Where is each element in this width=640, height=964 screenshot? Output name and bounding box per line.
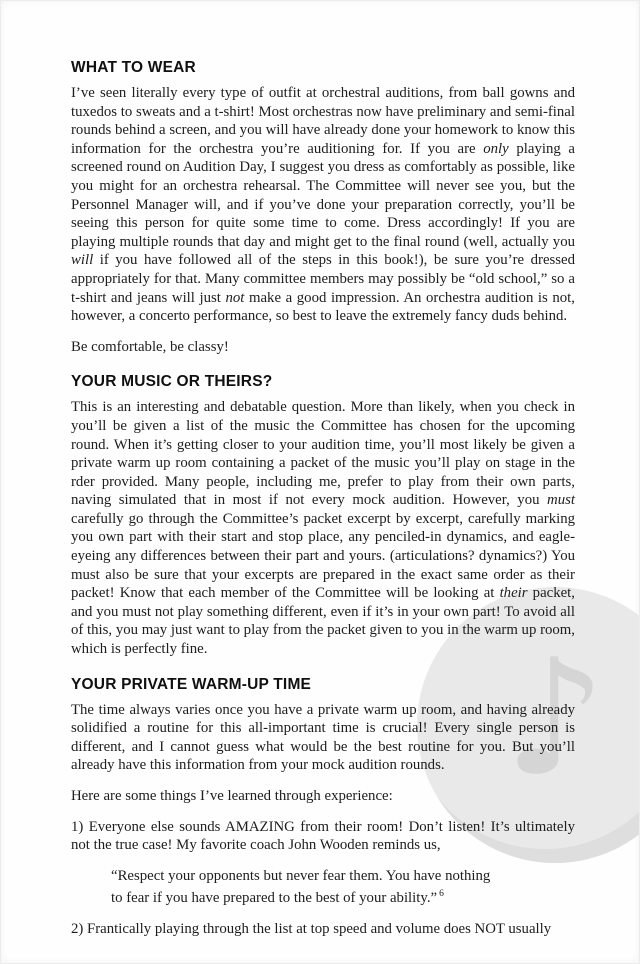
page-content <box>71 59 575 938</box>
paragraph: I’ve seen literally every type of outfit at orchestral auditions, from ball gowns and tuxedos to sweats and a t-shirt! Most orchestras now have preliminary and semi-final rounds behind a screen, and you will have already done your homework to know this information for the orchestra you’re auditioning for. If you are only playing a screened round on Audition Day, I suggest you dress as comfortably as possible, like you might for an orchestra rehearsal. The Committee will never see you, but the Personnel Manager will, and if you’ve done your preparation correctly, you’ll be seeing this person for quite some time to come. Dress accordingly! If you are playing multiple rounds that day and might get to the final round (well, actually you will if you have followed all of the steps in this book!), be sure you’re dressed appropriately for that. Many committee members may possibly be “old school,” so a t-shirt and jeans will just not make a good impression. An orchestra audition is not, however, a concerto performance, so best to leave the extremely fancy duds behind. <box>71 85 575 325</box>
paragraph: Be comfortable, be classy! <box>71 338 229 355</box>
paragraph: Here are some things I’ve learned through experience: <box>71 788 393 804</box>
section-your-private-warm-up-time <box>71 676 575 939</box>
music-note-icon: ♪ <box>503 624 607 811</box>
section-heading: YOUR MUSIC OR THEIRS? <box>71 373 273 391</box>
footnote-marker: 6 <box>439 889 444 900</box>
paragraph: The time always varies once you have a private warm up room, and having already solidified a routine for this all-important time is crucial! Every single person is different, and I cannot guess what would be the best routine for you. But you’ll already have this information from your mock audition rounds. <box>71 701 575 774</box>
numbered-item-1: 1) Everyone else sounds AMAZING from their room! Don’t listen! It’s ultimately not the true case! My favorite coach John Wooden reminds us, <box>71 818 575 854</box>
section-what-to-wear <box>71 59 575 356</box>
section-heading: WHAT TO WEAR <box>71 59 196 76</box>
quote-text: “Respect your opponents but never fear them. You have nothing to fear if you have prepared to the best of your ability.” <box>111 867 491 907</box>
numbered-item-2: 2) Frantically playing through the list at top speed and volume does NOT usually <box>71 920 552 937</box>
section-your-music-or-theirs <box>71 373 575 658</box>
block-quote <box>111 867 505 908</box>
section-heading: YOUR PRIVATE WARM-UP TIME <box>71 675 312 693</box>
paragraph: This is an interesting and debatable question. More than likely, when you check in you’ll be given a list of the music the Committee has chosen for the upcoming round. When it’s getting closer to your audition time, you’ll most likely be given a private warm up room containing a packet of the music you’ll play on stage in the rder provided. Many people, including me, prefer to play from their own parts, naving simulated that in most if not every mock audition. However, you must carefully go through the Committee’s packet excerpt by excerpt, carefully marking you own part with their start and stop place, any penciled-in dynamics, and eagle-eyeing any differences between their part and yours. (articulations? dynamics?) You must also be sure that your excerpts are prepared in the exact same order as their packet! Know that each member of the Committee will be looking at their packet, and you must not play something different, even if it’s in your own part! To avoid all of this, you may just want to play from the packet given to you in the warm up room, which is perfectly fine. <box>71 399 575 658</box>
